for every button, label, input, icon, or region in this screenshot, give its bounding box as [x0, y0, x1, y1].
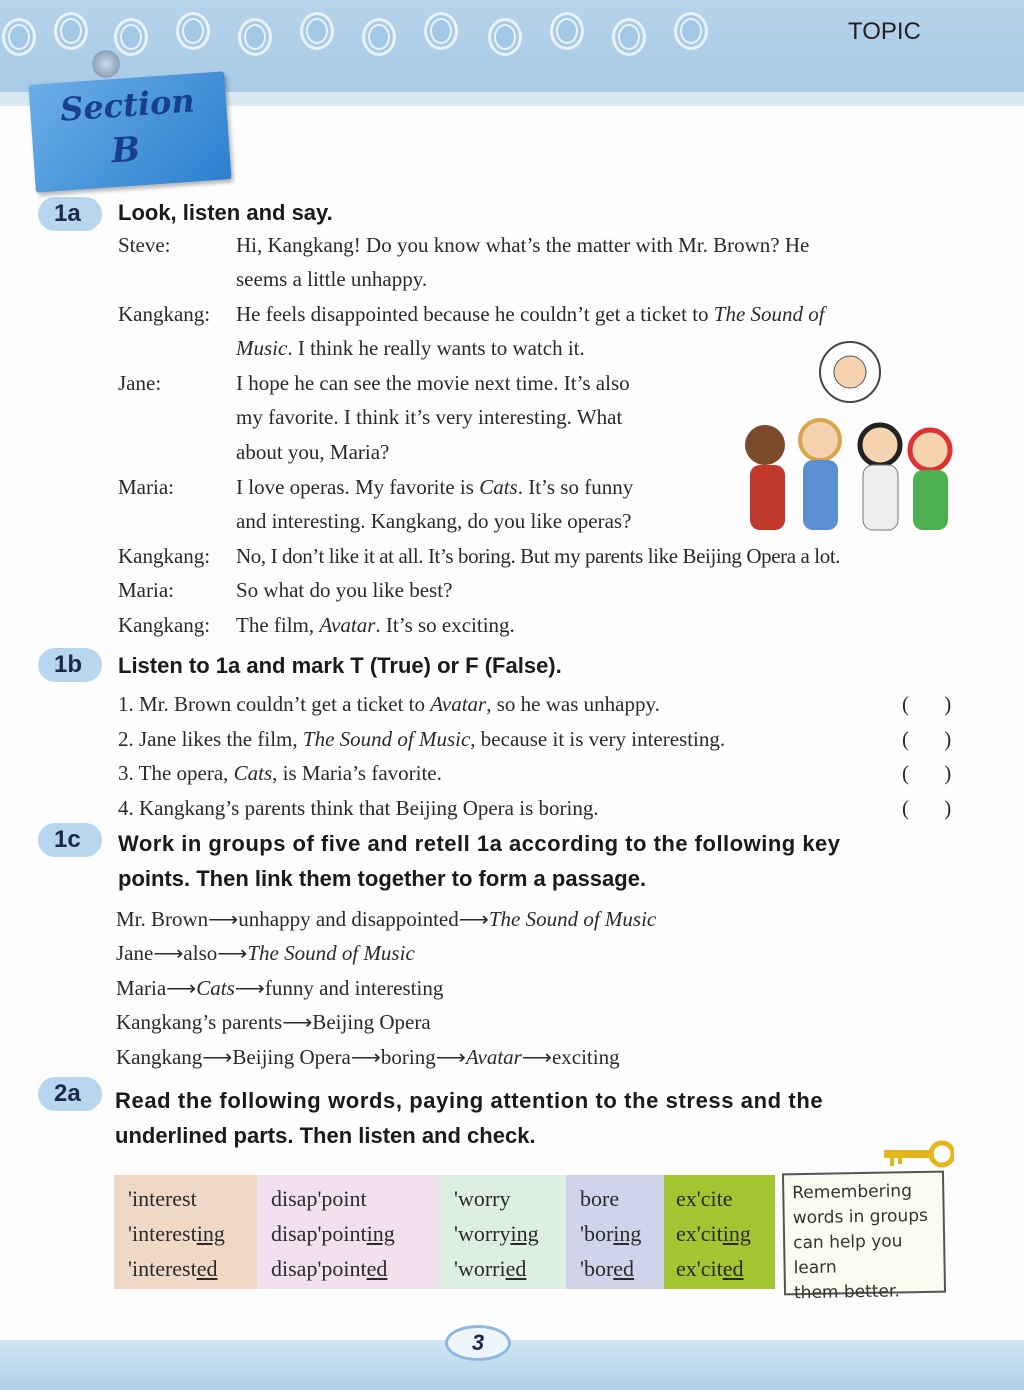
statement-item: 4. Kangkang’s parents think that Beijing Opera is boring.: [118, 796, 599, 820]
dialogue-line: seems a little unhappy.: [236, 267, 428, 291]
dialogue-line: The film, Avatar. It’s so exciting.: [236, 613, 515, 637]
exercise-title: Listen to 1a and mark T (True) or F (False).: [118, 653, 562, 678]
word: 'interested: [128, 1256, 218, 1281]
speaker: Kangkang:: [118, 302, 211, 326]
word: 'worried: [454, 1256, 527, 1281]
word: 'worrying: [454, 1221, 539, 1246]
ring-icon: [54, 12, 88, 50]
speaker: Steve:: [118, 233, 171, 257]
word: 'boring: [580, 1221, 642, 1246]
statement-item: 1. Mr. Brown couldn’t get a ticket to Avatar, so he was unhappy.: [118, 692, 660, 716]
key-point: Mr. Brown⟶unhappy and disappointed⟶The Sound of Music: [116, 907, 657, 931]
ring-icon: [2, 18, 36, 56]
ring-icon: [674, 12, 708, 50]
word: ex'cite: [676, 1186, 733, 1211]
exercise-number: 1a: [38, 197, 102, 231]
exercise-number: 1c: [38, 823, 102, 857]
footer-band: [0, 1340, 1024, 1390]
key-point: Maria⟶Cats⟶funny and interesting: [116, 976, 444, 1000]
word-group: [257, 1175, 440, 1289]
dialogue-line: my favorite. I think it’s very interesting. What: [236, 405, 623, 429]
exercise-number: 2a: [38, 1077, 102, 1111]
section-sign: [28, 71, 231, 192]
speaker: Kangkang:: [118, 613, 211, 637]
word: bore: [580, 1186, 620, 1211]
answer-blank[interactable]: ( ): [902, 796, 952, 820]
answer-blank[interactable]: ( ): [902, 761, 952, 785]
dialogue-line: I love operas. My favorite is Cats. It’s so funny: [236, 475, 634, 499]
ring-icon: [550, 12, 584, 50]
dialogue-line: about you, Maria?: [236, 440, 390, 464]
page-number: 3: [445, 1325, 511, 1361]
exercise-title: underlined parts. Then listen and check.: [115, 1123, 536, 1148]
statement-item: 3. The opera, Cats, is Maria’s favorite.: [118, 761, 442, 785]
word: disap'pointed: [271, 1256, 388, 1281]
children-illustration: [735, 340, 965, 535]
dialogue-line: So what do you like best?: [236, 578, 453, 602]
speaker: Jane:: [118, 371, 162, 395]
dialogue-line: He feels disappointed because he couldn’t get a ticket to The Sound of: [236, 302, 825, 326]
ring-icon: [362, 18, 396, 56]
word: 'interesting: [128, 1221, 225, 1246]
word: 'bored: [580, 1256, 635, 1281]
key-point: Kangkang’s parents⟶Beijing Opera: [116, 1010, 431, 1034]
speaker: Maria:: [118, 578, 174, 602]
word: disap'pointing: [271, 1221, 395, 1246]
word: 'worry: [454, 1186, 511, 1211]
answer-blank[interactable]: ( ): [902, 727, 952, 751]
ring-icon: [424, 12, 458, 50]
pin-icon: [92, 50, 120, 78]
key-point: Jane⟶also⟶The Sound of Music: [116, 941, 415, 965]
speaker: Maria:: [118, 475, 174, 499]
exercise-number: 1b: [38, 648, 102, 682]
exercise-title: Work in groups of five and retell 1a according to the following key: [118, 831, 841, 856]
word-group: [566, 1175, 664, 1289]
word-group: [440, 1175, 566, 1289]
answer-blank[interactable]: ( ): [902, 692, 952, 716]
dialogue-line: I hope he can see the movie next time. It’s also: [236, 371, 630, 395]
word-group: [114, 1175, 257, 1289]
exercise-title: Look, listen and say.: [118, 200, 333, 225]
dialogue-line: Music. I think he really wants to watch it.: [236, 336, 585, 360]
section-letter: B: [109, 129, 142, 172]
exercise-title: Read the following words, paying attention to the stress and the: [115, 1088, 824, 1113]
key-point: Kangkang⟶Beijing Opera⟶boring⟶Avatar⟶exciting: [116, 1045, 620, 1069]
dialogue-line: Hi, Kangkang! Do you know what’s the matter with Mr. Brown? He: [236, 233, 810, 257]
word: disap'point: [271, 1186, 367, 1211]
dialogue-line: No, I don’t like it at all. It’s boring. But my parents like Beijing Opera a lot.: [236, 544, 841, 568]
ring-icon: [612, 18, 646, 56]
key-icon: [884, 1140, 954, 1168]
exercise-title: points. Then link them together to form a passage.: [118, 866, 647, 891]
word: ex'citing: [676, 1221, 751, 1246]
dialogue-line: and interesting. Kangkang, do you like operas?: [236, 509, 632, 533]
ring-icon: [114, 18, 148, 56]
ring-icon: [176, 12, 210, 50]
tip-note: Remembering words in groups can help you learn them better.: [782, 1171, 946, 1296]
statement-item: 2. Jane likes the film, The Sound of Music, because it is very interesting.: [118, 727, 726, 751]
word: ex'cited: [676, 1256, 744, 1281]
ring-icon: [238, 18, 272, 56]
topic-label: TOPIC: [848, 18, 921, 45]
ring-icon: [488, 18, 522, 56]
word-group: [664, 1175, 775, 1289]
speaker: Kangkang:: [118, 544, 211, 568]
word: 'interest: [128, 1186, 197, 1211]
section-label: Section: [58, 81, 196, 129]
ring-icon: [300, 12, 334, 50]
